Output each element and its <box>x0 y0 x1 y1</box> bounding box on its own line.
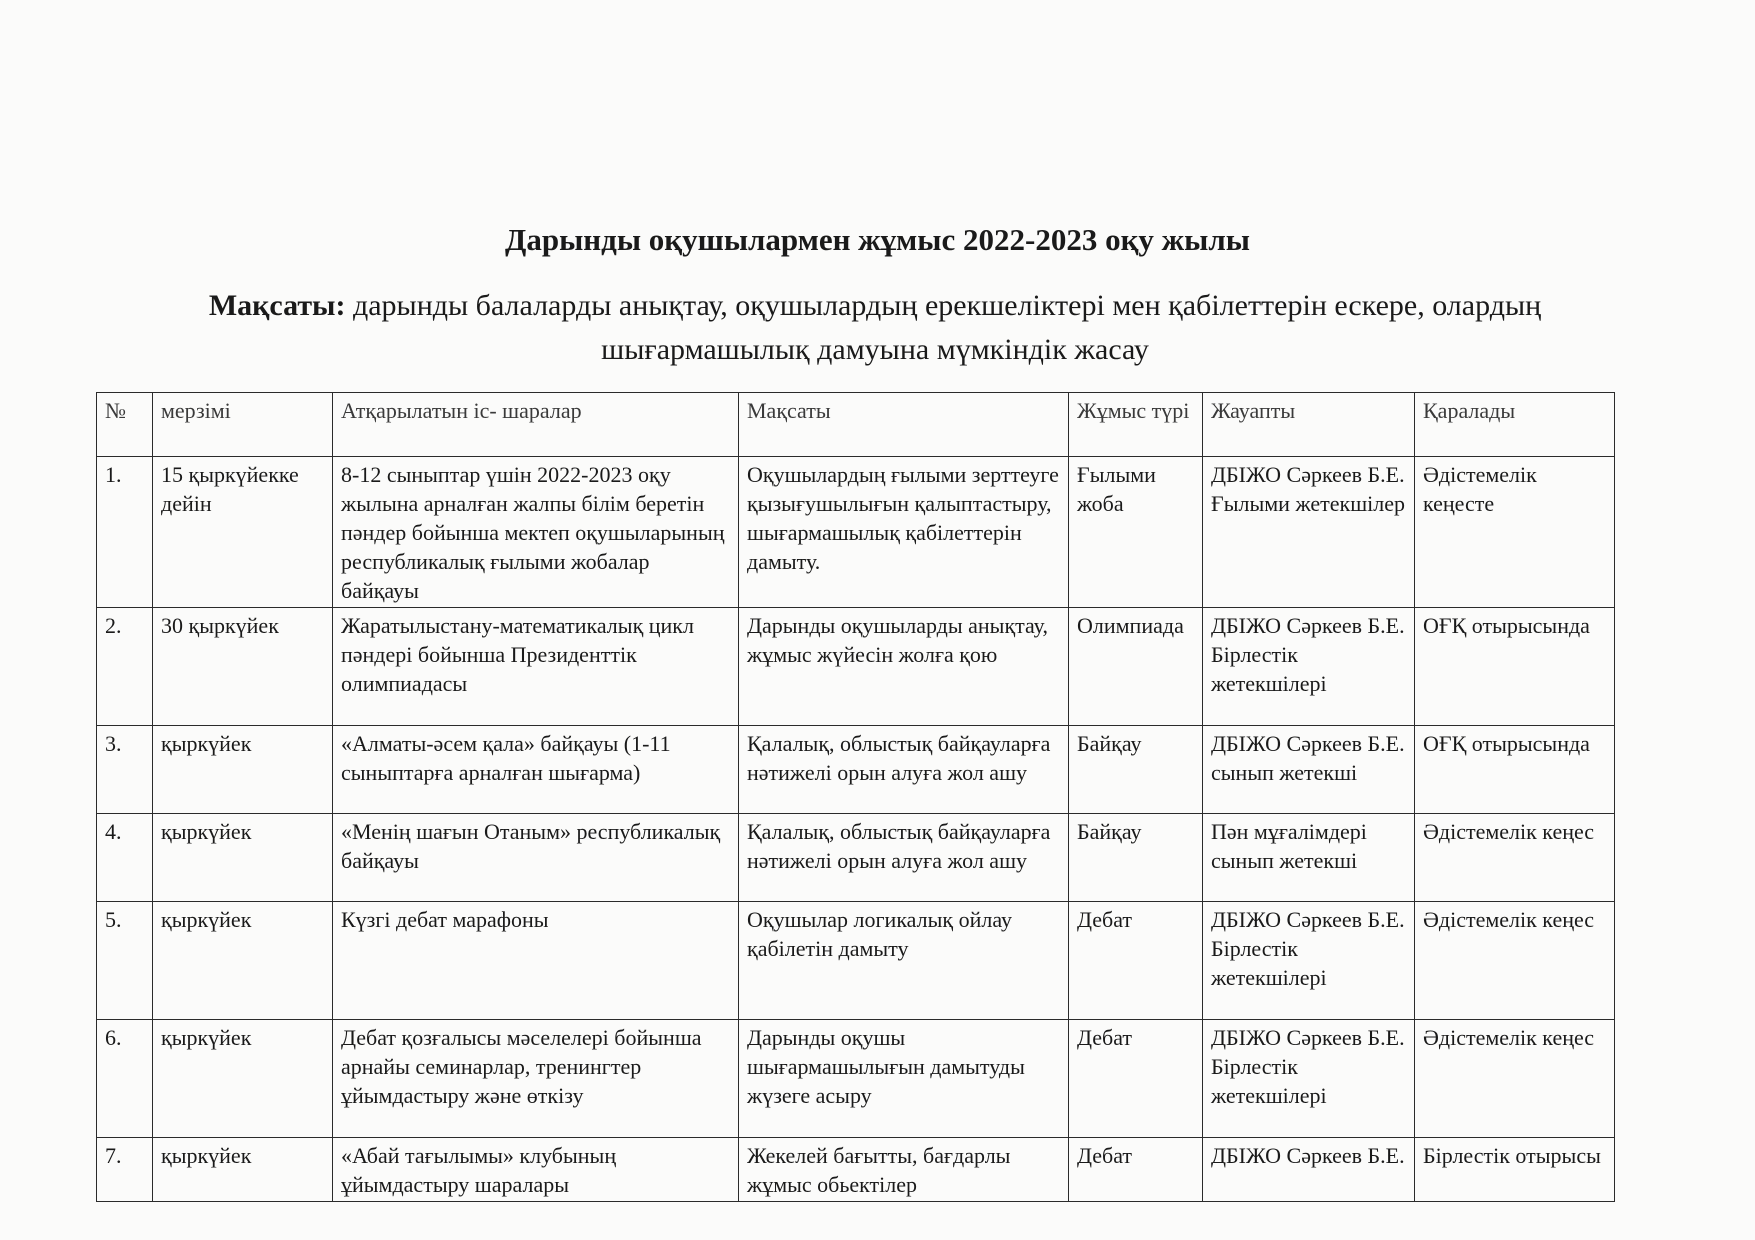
table-row <box>97 608 1615 726</box>
header-date: мерзімі <box>153 393 333 457</box>
cell-date: қыркүйек <box>153 726 333 814</box>
cell-num: 2. <box>97 608 153 726</box>
cell-num: 3. <box>97 726 153 814</box>
cell-review: Бірлестік отырысы <box>1415 1138 1615 1202</box>
cell-date: қыркүйек <box>153 1138 333 1202</box>
document-purpose <box>110 284 1640 372</box>
cell-type: Дебат <box>1069 1020 1203 1138</box>
cell-goal: Қалалық, облыстық байқауларға нәтижелі орын алуға жол ашу <box>739 814 1069 902</box>
cell-goal: Қалалық, облыстық байқауларға нәтижелі орын алуға жол ашу <box>739 726 1069 814</box>
cell-type: Дебат <box>1069 1138 1203 1202</box>
table-row <box>97 1020 1615 1138</box>
cell-num: 5. <box>97 902 153 1020</box>
cell-event: «Менің шағын Отаным» республикалық байқауы <box>333 814 739 902</box>
cell-event: Дебат қозғалысы мәселелері бойынша арнайы семинарлар, тренингтер ұйымдастыру және өткізу <box>333 1020 739 1138</box>
cell-type: Ғылыми жоба <box>1069 457 1203 608</box>
cell-goal: Дарынды оқушыларды анықтау, жұмыс жүйесін жолға қою <box>739 608 1069 726</box>
cell-date: 15 қыркүйекке дейін <box>153 457 333 608</box>
header-num: № <box>97 393 153 457</box>
header-type: Жұмыс түрі <box>1069 393 1203 457</box>
purpose-label: Мақсаты: <box>208 289 346 322</box>
purpose-text: дарынды балаларды анықтау, оқушылардың ерекшеліктері мен қабілеттерін ескере, олардың шығармашылық дамуына мүмкіндік жасау <box>352 289 1542 366</box>
cell-review: ОҒҚ отырысында <box>1415 726 1615 814</box>
cell-responsible: ДБІЖО Сәркеев Б.Е. Бірлестік жетекшілері <box>1203 608 1415 726</box>
cell-type: Байқау <box>1069 814 1203 902</box>
header-responsible: Жауапты <box>1203 393 1415 457</box>
cell-review: ОҒҚ отырысында <box>1415 608 1615 726</box>
work-plan-table <box>96 392 1615 1202</box>
header-goal: Мақсаты <box>739 393 1069 457</box>
cell-event: Күзгі дебат марафоны <box>333 902 739 1020</box>
cell-date: 30 қыркүйек <box>153 608 333 726</box>
table-row <box>97 726 1615 814</box>
document-title: Дарынды оқушылармен жұмыс 2022-2023 оқу жылы <box>505 222 1250 257</box>
cell-event: «Алматы-әсем қала» байқауы (1-11 сыныптарға арналған шығарма) <box>333 726 739 814</box>
cell-review: Әдістемелік кеңес <box>1415 814 1615 902</box>
cell-responsible: ДБІЖО Сәркеев Б.Е. <box>1203 1138 1415 1202</box>
cell-event: «Абай тағылымы» клубының ұйымдастыру шаралары <box>333 1138 739 1202</box>
cell-num: 4. <box>97 814 153 902</box>
cell-date: қыркүйек <box>153 1020 333 1138</box>
cell-goal: Оқушылар логикалық ойлау қабілетін дамыту <box>739 902 1069 1020</box>
cell-review: Әдістемелік кеңесте <box>1415 457 1615 608</box>
table-header-row <box>97 393 1615 457</box>
cell-responsible: ДБІЖО Сәркеев Б.Е. сынып жетекші <box>1203 726 1415 814</box>
cell-event: 8-12 сыныптар үшін 2022-2023 оқу жылына арналған жалпы білім беретін пәндер бойынша мектеп оқушыларының республикалық ғылыми жобалар байқауы <box>333 457 739 608</box>
cell-goal: Жекелей бағытты, бағдарлы жұмыс обьектілер <box>739 1138 1069 1202</box>
cell-goal: Дарынды оқушы шығармашылығын дамытуды жүзеге асыру <box>739 1020 1069 1138</box>
table-row <box>97 902 1615 1020</box>
cell-num: 7. <box>97 1138 153 1202</box>
table-row <box>97 1138 1615 1202</box>
cell-type: Байқау <box>1069 726 1203 814</box>
cell-type: Дебат <box>1069 902 1203 1020</box>
cell-type: Олимпиада <box>1069 608 1203 726</box>
table-row <box>97 814 1615 902</box>
table-row <box>97 457 1615 608</box>
cell-date: қыркүйек <box>153 902 333 1020</box>
cell-date: қыркүйек <box>153 814 333 902</box>
cell-num: 6. <box>97 1020 153 1138</box>
cell-event: Жаратылыстану-математикалық цикл пәндері бойынша Президенттік олимпиадасы <box>333 608 739 726</box>
header-review: Қаралады <box>1415 393 1615 457</box>
cell-responsible: ДБІЖО Сәркеев Б.Е. Бірлестік жетекшілері <box>1203 902 1415 1020</box>
cell-review: Әдістемелік кеңес <box>1415 1020 1615 1138</box>
cell-review: Әдістемелік кеңес <box>1415 902 1615 1020</box>
cell-responsible: ДБІЖО Сәркеев Б.Е. Бірлестік жетекшілері <box>1203 1020 1415 1138</box>
cell-responsible: Пән мұғалімдері сынып жетекші <box>1203 814 1415 902</box>
cell-num: 1. <box>97 457 153 608</box>
cell-responsible: ДБІЖО Сәркеев Б.Е. Ғылыми жетекшілер <box>1203 457 1415 608</box>
cell-goal: Оқушылардың ғылыми зерттеуге қызығушылығын қалыптастыру, шығармашылық қабілеттерін дамыту. <box>739 457 1069 608</box>
header-event: Атқарылатын іс- шаралар <box>333 393 739 457</box>
